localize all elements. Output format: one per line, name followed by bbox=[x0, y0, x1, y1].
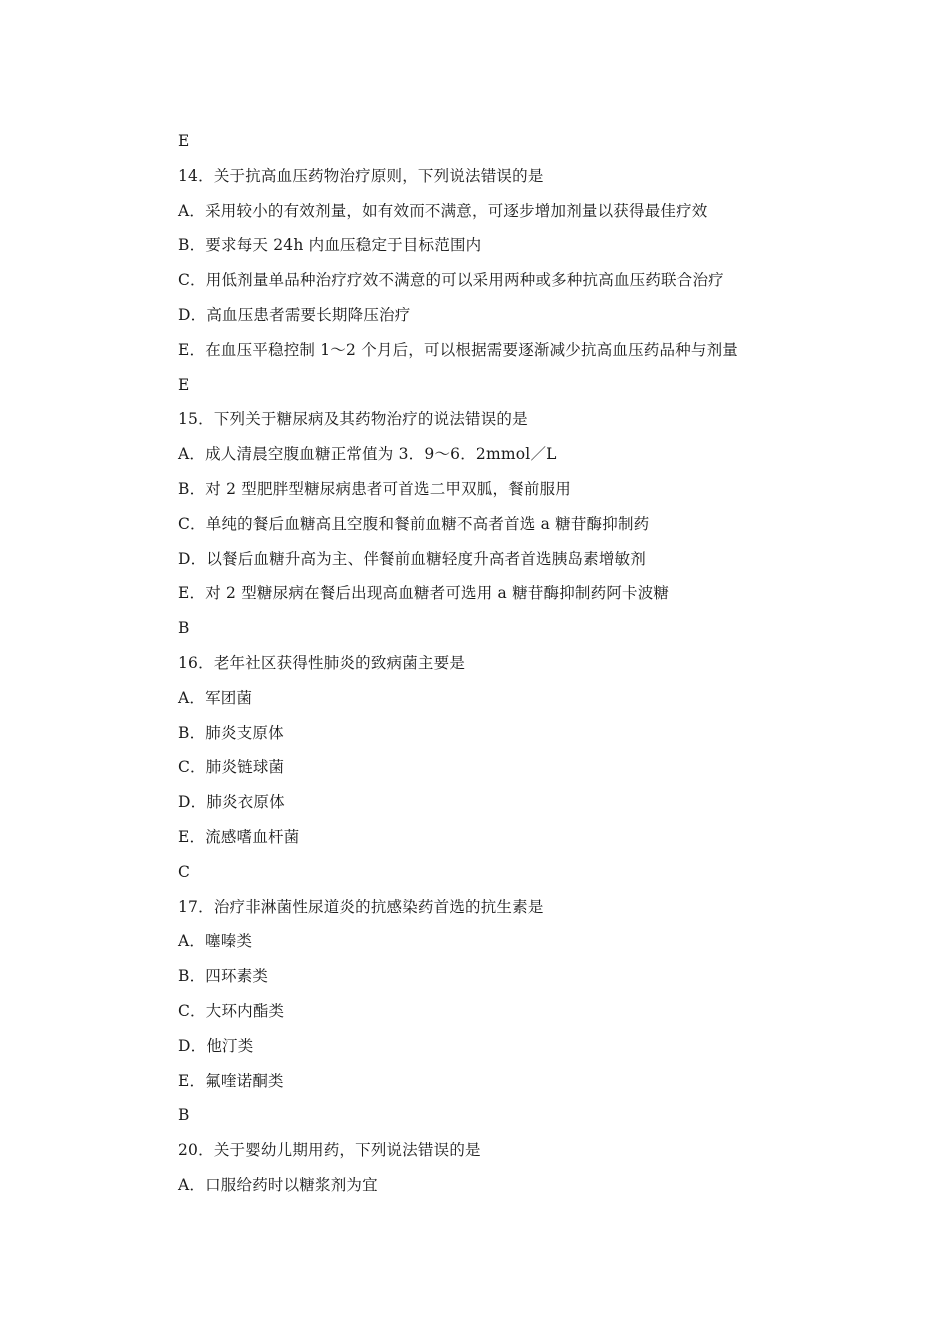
q14-option-e: E．在血压平稳控制 1～2 个月后，可以根据需要逐渐减少抗高血压药品种与剂量 bbox=[178, 340, 738, 359]
q15-option-b: B．对 2 型肥胖型糖尿病患者可首选二甲双胍，餐前服用 bbox=[178, 479, 572, 498]
q14-option-a: A．采用较小的有效剂量，如有效而不满意，可逐步增加剂量以获得最佳疗效 bbox=[178, 201, 708, 220]
q16-option-a: A．军团菌 bbox=[178, 688, 253, 707]
question-16: 16．老年社区获得性肺炎的致病菌主要是 bbox=[178, 653, 466, 672]
q15-option-e: E．对 2 型糖尿病在餐后出现高血糖者可选用 a 糖苷酶抑制药阿卡波糖 bbox=[178, 584, 670, 603]
document-body bbox=[178, 124, 878, 1203]
answer-13: E bbox=[178, 132, 190, 150]
question-15: 15．下列关于糖尿病及其药物治疗的说法错误的是 bbox=[178, 410, 528, 429]
q17-option-a: A．噻嗪类 bbox=[178, 932, 253, 951]
q16-option-c: C．肺炎链球菌 bbox=[178, 758, 285, 777]
q20-option-a: A．口服给药时以糖浆剂为宜 bbox=[178, 1175, 378, 1194]
q14-option-c: C．用低剂量单品种治疗疗效不满意的可以采用两种或多种抗高血压药联合治疗 bbox=[178, 271, 724, 290]
q15-option-d: D．以餐后血糖升高为主、伴餐前血糖轻度升高者首选胰岛素增敏剂 bbox=[178, 549, 646, 568]
q16-option-b: B．肺炎支原体 bbox=[178, 723, 284, 742]
q15-option-c: C．单纯的餐后血糖高且空腹和餐前血糖不高者首选 a 糖苷酶抑制药 bbox=[178, 514, 650, 533]
answer-17: B bbox=[178, 1106, 190, 1125]
q14-option-d: D．高血压患者需要长期降压治疗 bbox=[178, 305, 411, 324]
answer-15: B bbox=[178, 619, 190, 638]
q14-option-b: B．要求每天 24h 内血压稳定于目标范围内 bbox=[178, 236, 482, 255]
q17-option-b: B．四环素类 bbox=[178, 967, 269, 986]
question-14: 14．关于抗高血压药物治疗原则，下列说法错误的是 bbox=[178, 166, 544, 185]
q16-option-d: D．肺炎衣原体 bbox=[178, 793, 285, 812]
question-17: 17．治疗非淋菌性尿道炎的抗感染药首选的抗生素是 bbox=[178, 897, 544, 916]
q17-option-d: D．他汀类 bbox=[178, 1036, 254, 1055]
answer-14: E bbox=[178, 375, 190, 394]
q17-option-e: E．氟喹诺酮类 bbox=[178, 1071, 284, 1090]
q16-option-e: E．流感嗜血杆菌 bbox=[178, 827, 300, 846]
answer-16: C bbox=[178, 862, 191, 881]
question-20: 20．关于婴幼儿期用药，下列说法错误的是 bbox=[178, 1141, 481, 1160]
q15-option-a: A．成人清晨空腹血糖正常值为 3．9～6．2mmol／L bbox=[178, 445, 557, 464]
q17-option-c: C．大环内酯类 bbox=[178, 1001, 285, 1020]
